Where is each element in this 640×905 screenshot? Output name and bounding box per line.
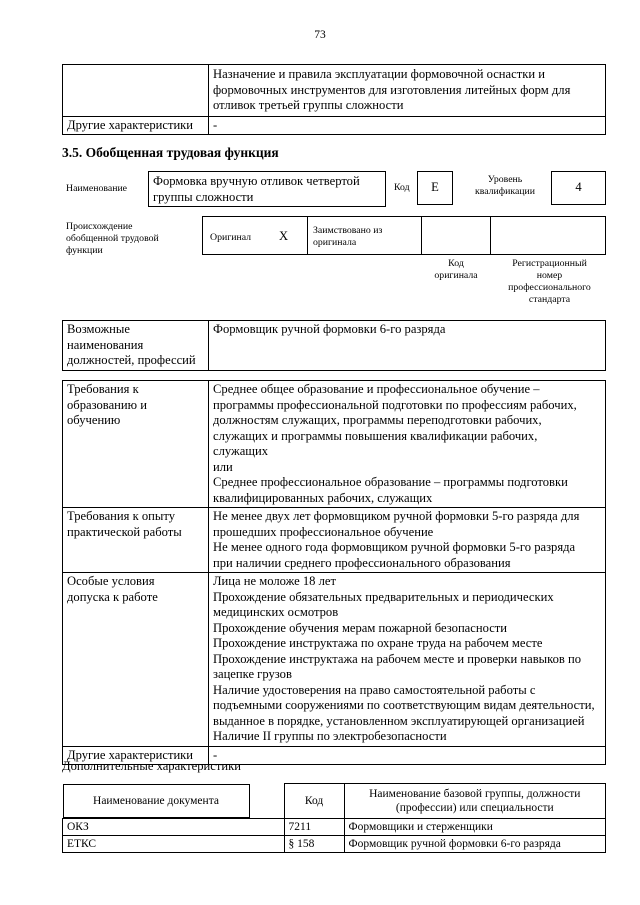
label-line: Особые условия <box>67 574 155 588</box>
label-line: обучению <box>67 413 121 427</box>
positions-label-line: должностей, профессий <box>67 353 196 367</box>
value-line: служащих и программы повышения квалификации рабочих, <box>213 428 538 443</box>
requirement-label <box>63 508 209 573</box>
code-cell: 7211 <box>284 818 344 835</box>
value-line: Наличие удостоверения на право самостоятельной работы с <box>213 682 536 697</box>
label-line: Другие характеристики <box>67 747 194 762</box>
code-value: E <box>431 180 439 195</box>
page-number: 73 <box>314 29 326 41</box>
value-line: Прохождение обучения мерам пожарной безопасности <box>213 620 508 635</box>
divider <box>421 216 422 255</box>
caption-line: оригинала <box>434 270 478 281</box>
value-line: Прохождение обязательных предварительных и периодических <box>213 589 554 604</box>
table-row <box>63 835 606 852</box>
top-table <box>62 64 606 135</box>
label-line: Требования к опыту <box>67 509 175 523</box>
requirement-label <box>63 573 209 747</box>
value-line: Наличие II группы по электробезопасности <box>213 729 447 743</box>
caption-line: Регистрационный <box>512 258 587 269</box>
borrowed-line: оригинала <box>313 237 357 248</box>
positions-table <box>62 320 606 371</box>
divider <box>490 216 491 255</box>
empty-cell <box>63 65 209 117</box>
name-cell: Формовщики и стерженщики <box>344 818 605 835</box>
label-line: допуска к работе <box>67 589 158 604</box>
value-line: программы профессиональной подготовки по профессиям рабочих, <box>213 397 577 412</box>
naming-value-box <box>148 171 386 207</box>
level-value-box <box>551 171 606 205</box>
label-line: Требования к <box>67 382 139 396</box>
requirement-value <box>209 508 606 573</box>
additional-table <box>62 783 606 853</box>
table-row <box>63 508 606 573</box>
value-line: Прохождение инструктажа по охране труда на рабочем месте <box>213 636 543 650</box>
value-line: подъемными сооружениями по соответствующим видам деятельности, <box>213 698 595 712</box>
requirements-table <box>62 380 606 765</box>
header-doc: Наименование документа <box>63 784 250 818</box>
value-line: должностям служащих, программы переподготовки рабочих, <box>213 413 542 427</box>
purpose-cell <box>209 65 606 117</box>
value-line: Среднее профессиональное образование – программы подготовки <box>213 475 568 489</box>
value-line: или <box>213 459 233 474</box>
requirement-value <box>209 573 606 747</box>
code-cell: § 158 <box>284 835 344 852</box>
value-line: медицинских осмотров <box>213 605 339 619</box>
original-mark: X <box>279 229 289 243</box>
origin-label <box>66 221 159 257</box>
purpose-line: Назначение и правила эксплуатации формовочной оснастки и <box>213 67 545 81</box>
naming-label: Наименование <box>66 183 128 194</box>
value-line: квалифицированных рабочих, служащих <box>213 490 433 505</box>
naming-value-line: группы сложности <box>153 189 254 204</box>
code-original-caption <box>424 258 488 282</box>
divider <box>307 216 308 255</box>
positions-label-line: наименования <box>67 337 144 352</box>
value-line: Не менее двух лет формовщиком ручной формовки 5-го разряда для <box>213 509 580 523</box>
purpose-line: формовочных инструментов для изготовления литейных форм для <box>213 82 571 97</box>
table-row <box>63 116 606 135</box>
value-line: - <box>213 747 218 762</box>
value-line: Не менее одного года формовщиком ручной формовки 5-го разряда <box>213 540 576 554</box>
table-header-row <box>63 784 606 819</box>
origin-label-line: функции <box>66 245 103 256</box>
requirement-value <box>209 381 606 508</box>
header-name <box>344 784 605 819</box>
origin-label-line: обобщенной трудовой <box>66 233 159 244</box>
value-line: Лица не моложе 18 лет <box>213 574 336 588</box>
code-label: Код <box>394 182 410 193</box>
caption-line: профессионального <box>508 282 591 293</box>
level-label-line: Уровень <box>487 174 523 185</box>
reg-number-caption <box>493 258 606 306</box>
caption-line: стандарта <box>528 294 571 305</box>
table-row <box>63 573 606 747</box>
value-line: Среднее общее образование и профессиональное обучение – <box>213 382 540 396</box>
header-name-line: (профессии) или специальности <box>395 801 554 814</box>
section-title: 3.5. Обобщенная трудовая функция <box>62 145 279 160</box>
doc-cell: ЕТКС <box>63 835 285 852</box>
other-label: Другие характеристики <box>63 116 209 135</box>
header-name-line: Наименование базовой группы, должности <box>369 787 581 800</box>
positions-label-line: Возможные <box>67 322 130 336</box>
value-line: при наличии среднего профессионального образования <box>213 555 511 570</box>
value-line: зацепке грузов <box>213 667 292 681</box>
table-row <box>63 818 606 835</box>
doc-cell: ОКЗ <box>63 818 285 835</box>
other-value: - <box>209 116 606 135</box>
naming-value-line: Формовка вручную отливок четвертой <box>153 174 360 188</box>
borrowed-label <box>313 225 382 249</box>
level-label <box>465 174 545 198</box>
value-line: выданное в порядке, установленном эксплуатирующей организацией <box>213 713 585 728</box>
caption-line: Код <box>448 258 464 269</box>
level-value: 4 <box>575 180 582 195</box>
table-row <box>63 381 606 508</box>
value-line: прошедших профессиональное обучение <box>213 524 434 539</box>
caption-line: номер <box>536 270 563 281</box>
positions-label <box>63 321 209 371</box>
original-label: Оригинал <box>210 232 252 243</box>
origin-frame <box>202 216 606 255</box>
value-line: служащих <box>213 444 269 458</box>
label-line: образованию и <box>67 397 147 412</box>
borrowed-line: Заимствовано из <box>313 225 383 236</box>
requirement-value <box>209 746 606 765</box>
name-cell: Формовщик ручной формовки 6-го разряда <box>344 835 605 852</box>
positions-value: Формовщик ручной формовки 6-го разряда <box>209 321 606 371</box>
header-code: Код <box>284 784 344 819</box>
table-row <box>63 321 606 371</box>
value-line: Прохождение инструктажа на рабочем месте и проверки навыков по <box>213 651 582 666</box>
level-label-line: квалификации <box>474 186 536 197</box>
origin-label-line: Происхождение <box>66 221 133 232</box>
requirement-label <box>63 381 209 508</box>
code-value-box <box>417 171 453 205</box>
table-row <box>63 65 606 117</box>
additional-title: Дополнительные характеристики <box>62 759 241 773</box>
label-line: практической работы <box>67 524 182 539</box>
purpose-line: отливок третьей группы сложности <box>213 98 404 112</box>
